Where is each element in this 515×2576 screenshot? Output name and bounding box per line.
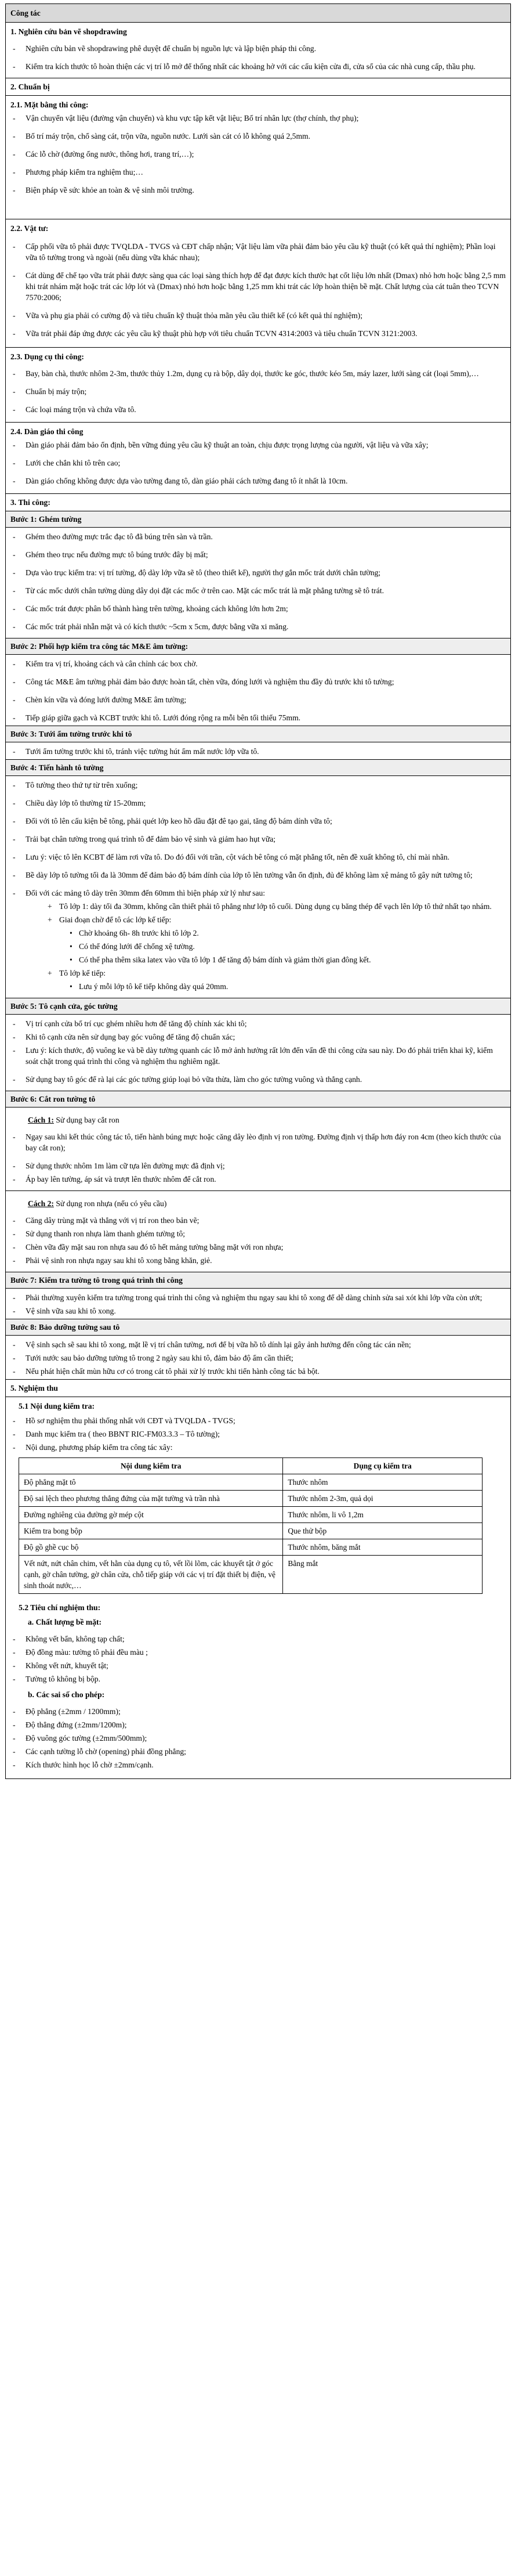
table-cell: Thước nhôm, băng mắt (283, 1539, 483, 1556)
step-4-title: Bước 4: Tiến hành tô tường (6, 760, 510, 776)
list-item: - Độ vuông góc tường (±2mm/500mm); (10, 1733, 506, 1744)
table-header-row (19, 1458, 483, 1474)
list-item: - Từ các mốc dưới chân tường dùng dây dọi đặt các mốc ở trên cao. Mặt các mốc trát là mặt phẳng tường sẽ tô trát. (10, 585, 506, 596)
table-cell: Độ phẳng mặt tô (19, 1474, 283, 1491)
list-item: - Bố trí máy trộn, chổ sàng cát, trộn vữa, nguồn nước. Lưới sàn cát có lỗ không quá 2,5mm. (10, 131, 506, 142)
step-4 (6, 776, 510, 998)
section-5-body (6, 1397, 510, 1778)
list-item: - Bay, bàn chà, thước nhôm 2-3m, thước thủy 1.2m, dụng cụ rà bộp, dây dọi, thước ke góc, thước kéo 5m, máy lazer, lưới sàng cát (loại 5mm),… (10, 368, 506, 379)
table-cell: Thước nhôm (283, 1474, 483, 1491)
list-item: - Lưu ý: việc tô lên KCBT để làm rơi vữa tô. Do đó đối với trần, cột vách bê tông có mặt phẳng tốt, nên đề xuất không tô, chỉ mài nhãn. (10, 852, 506, 863)
list-item: - Nghiên cứu bản vẽ shopdrawing phê duyệt để chuẩn bị nguồn lực và lập biện pháp thi công. (10, 43, 506, 54)
table-row (19, 1556, 483, 1594)
table-cell: Độ sai lệch theo phương thẳng đứng của mặt tường và trần nhà (19, 1491, 283, 1507)
list-item: - Kiểm tra kích thước tô hoàn thiện các vị trí lỗ mở để thống nhất các khoảng hở với các cấu kiện cửa đi, cửa sổ của các nhà cung cấp, thầu phụ. (10, 61, 506, 72)
subsection-a-title: a. Chất lượng bề mặt: (28, 1618, 102, 1626)
list-item: - Kiểm tra vị trí, khoảng cách và cân chỉnh các box chờ. (10, 658, 506, 669)
bullet-item: • Có thể đóng lưới để chống xệ tường. (68, 941, 506, 952)
sand-spec-text: Cát dùng để chế tạo vữa trát phải được sàng qua các loại sàng thích hợp để đạt được kích thước hạt cốt liệu lớn nhất (Dmax) nhỏ hơn hoặc bằng 2,5 mm khi trát nhám mặt hoặc trát các lớp lót và (Dmax) nhỏ hơn hoặc bằng 1,25 mm khi trát các lớp hoàn thiện bề mặt. Chất lượng của cát tuân theo TCVN 7570:2006; (26, 271, 506, 302)
step-7-title: Bước 7: Kiểm tra tường tô trong quá trình thi công (6, 1272, 510, 1289)
section-2-1-title: 2.1. Mặt bằng thi công: (10, 100, 89, 109)
list-item: - Phải thường xuyên kiểm tra tường trong quá trình thi công và nghiệm thu ngay sau khi tô xong để dễ dàng chỉnh sửa sai xót khi lớp vữa còn ướt; (10, 1292, 506, 1303)
list-item: - Dàn giáo phải đảm bảo ổn định, bền vững đúng yêu cầu kỹ thuật an toàn, chịu được trọng lượng của người, vật liệu và vữa xây; (10, 439, 506, 450)
list-item: - Dựa vào trục kiểm tra: vị trí tường, độ dày lớp vữa sẽ tô (theo thiết kế), người thợ gắn mốc trát dưới chân tường; (10, 567, 506, 578)
step-8 (6, 1336, 510, 1380)
list-item: - Khi tô cạnh cửa nên sử dụng bay góc vuông để tăng độ chuẩn xác; (10, 1031, 506, 1042)
list-item: - Vị trí cạnh cửa bố trí cục ghém nhiều hơn để tăng độ chính xác khi tô; (10, 1018, 506, 1029)
list-item: - Nội dung, phương pháp kiểm tra công tác xây: (10, 1442, 506, 1453)
list-item: - Biện pháp về sức khỏe an toàn & vệ sinh môi trường. (10, 185, 506, 196)
method-2-desc: Sử dụng ron nhựa (nếu có yêu cầu) (53, 1199, 167, 1208)
table-row (19, 1539, 483, 1556)
list-item: - Không vết nứt, khuyết tật; (10, 1660, 506, 1671)
list-item: - Vận chuyển vật liệu (đường vận chuyển) và khu vực tập kết vật liệu; Bố trí nhân lực (thợ chính, thợ phụ); (10, 113, 506, 124)
list-item: - Cấp phối vữa tô phải được TVQLDA - TVGS và CĐT chấp nhận; Vật liệu làm vữa phải đảm bảo yêu cầu kỹ thuật (có kết quả thí nghiệm); Phần loại vữa tô tường trong và ngoài (nếu dùng vữa khác nhau); (10, 241, 506, 263)
list-item: - Đối với tô lên cấu kiện bê tông, phải quét lớp keo hồ dầu đặt đê tạo gai, tăng độ bám dính vữa tô; (10, 816, 506, 827)
step-6-method-2 (6, 1191, 510, 1272)
col-header-content: Nội dung kiểm tra (19, 1458, 283, 1474)
section-5-1-title: 5.1 Nội dung kiểm tra: (19, 1402, 95, 1410)
step-5-title: Bước 5: Tô cạnh cửa, góc tường (6, 998, 510, 1015)
list-item: - Nếu phát hiện chất mùn hữu cơ có trong cát tô phải xử lý trước khi tiến hành công tác bả bột. (10, 1366, 506, 1377)
document (5, 3, 511, 1779)
sub-item: + Tô lớp kế tiếp: (48, 968, 506, 979)
list-item (10, 270, 506, 303)
list-item: - Đối với các mảng tô dày trên 30mm đến 60mm thì biện pháp xử lý như sau: (10, 887, 506, 899)
list-item: - Công tác M&E âm tường phải đảm bảo được hoàn tất, chèn vữa, đóng lưới và nghiệm thu đầy đủ trước khi tô tường; (10, 676, 506, 687)
section-5-title: 5. Nghiệm thu (10, 1384, 58, 1392)
list-item: - Ghém theo trục nếu đường mực tô búng trước đây bị mất; (10, 549, 506, 560)
inspection-table (19, 1457, 483, 1594)
table-cell: Bằng mắt (283, 1556, 483, 1594)
list-item: - Bề dày lớp tô tường tối đa là 30mm để đảm bảo độ bám dính của lớp tô lên tường vẫn ổn định, đủ để không làm xệ mảng tô gây nứt tường tô; (10, 870, 506, 881)
list-item: - Lưu ý: kích thước, độ vuông ke và bề dày tường quanh các lỗ mở ảnh hưởng rất lớn đến vấn đề thi công cửa sau này. Do đó phải triển khai kỹ, kiểm soát chặt trong quá trình thi công và nghiệm thu nghiêm ngặt. (10, 1045, 506, 1067)
step-8-title: Bước 8: Bảo dưỡng tường sau tô (6, 1319, 510, 1336)
step-2 (6, 655, 510, 726)
section-5-2-title: 5.2 Tiêu chí nghiệm thu: (19, 1603, 101, 1612)
subsection-b-title: b. Các sai số cho phép: (28, 1690, 105, 1699)
list-item: - Tưới ẩm tường trước khi tô, tránh việc tường hút ẩm mất nước lớp vữa tô. (10, 746, 506, 757)
list-item: - Vệ sinh vữa sau khi tô xong. (10, 1305, 506, 1316)
section-2-3 (6, 348, 510, 423)
section-2-2 (6, 219, 510, 348)
list-item: - Phương pháp kiểm tra nghiệm thu;… (10, 167, 506, 178)
step-2-title: Bước 2: Phối hợp kiểm tra công tác M&E âm tường: (6, 638, 510, 655)
list-item: - Sử dụng thước nhôm 1m làm cữ tựa lên đường mực đã định vị; (10, 1160, 506, 1171)
section-2-title: 2. Chuẩn bị (10, 82, 50, 91)
section-1-title: 1. Nghiên cứu bản vẽ shopdrawing (10, 27, 127, 36)
list-item: - Tường tô không bị bộp. (10, 1673, 506, 1684)
list-item: - Phải vệ sinh ron nhựa ngay sau khi tô xong bằng khăn, giẻ. (10, 1255, 506, 1266)
table-cell: Thước nhôm, li vô 1,2m (283, 1507, 483, 1523)
section-2-header (6, 78, 510, 96)
list-item: - Tiếp giáp giữa gạch và KCBT trước khi tô. Lưới đóng rộng ra mỗi bên tối thiểu 75mm. (10, 712, 506, 723)
list-item: - Vữa và phụ gia phải có cường độ và tiêu chuẩn kỹ thuật thỏa mãn yêu cầu thiết kế (có kết quả thí nghiệm); (10, 310, 506, 321)
section-2-2-title: 2.2. Vật tư: (10, 224, 49, 233)
step-5 (6, 1015, 510, 1091)
table-header: Công tác (6, 4, 510, 23)
list-item: - Ghém theo đường mực trắc đạc tô đã búng trên sàn và trần. (10, 531, 506, 542)
list-item: - Vệ sinh sạch sẽ sau khi tô xong, mặt lề vị trí chân tường, nơi để bị vữa hồ tô dính lại gây ảnh hưởng đến công tác cán nền; (10, 1339, 506, 1350)
list-item: - Tô tường theo thứ tự từ trên xuống; (10, 780, 506, 791)
table-cell: Thước nhôm 2-3m, quả dọi (283, 1491, 483, 1507)
table-cell: Que thử bộp (283, 1523, 483, 1539)
section-5-header (6, 1380, 510, 1397)
list-item: - Căng dây trùng mặt và thẳng với vị trí ron theo bản vẽ; (10, 1215, 506, 1226)
section-1 (6, 23, 510, 78)
col-header-tool: Dụng cụ kiểm tra (283, 1458, 483, 1474)
list-item: - Áp bay lên tường, áp sát và trượt lên thước nhôm để cắt ron. (10, 1174, 506, 1185)
list-item: - Lưới che chắn khi tô trên cao; (10, 457, 506, 468)
list-item: - Dàn giáo chống không được dựa vào tường đang tô, dàn giáo phải cách tường đang tô ít nhất là 10cm. (10, 475, 506, 486)
list-item: - Trải bạt chân tường trong quá trình tô để đảm bảo vệ sinh và giảm hao hụt vữa; (10, 834, 506, 845)
step-6-title: Bước 6: Cắt ron tường tô (6, 1091, 510, 1107)
method-1-desc: Sử dụng bay cắt ron (53, 1116, 119, 1124)
table-row (19, 1491, 483, 1507)
method-2-title (10, 1198, 506, 1209)
list-item: - Các mốc trát được phân bố thành hàng trên tường, khoảng cách không lớn hơn 2m; (10, 603, 506, 614)
list-item: - Các mốc trát phải nhẵn mặt và có kích thước ~5cm x 5cm, được bằng vữa xi măng. (10, 621, 506, 632)
sub-item: + Tô lớp 1: dày tối đa 30mm, không cần thiết phải tô phẳng như lớp tô cuối. Dùng dụng cụ băng thép để vạch lên lớp tô thứ nhất tạo nhám. (48, 901, 506, 912)
bullet-item: • Lưu ý mỗi lớp tô kế tiếp không dày quá 20mm. (68, 981, 506, 992)
step-3 (6, 742, 510, 760)
list-item: - Kích thước hình học lỗ chờ ±2mm/cạnh. (10, 1759, 506, 1770)
list-item: - Không vết bẩn, không tạp chất; (10, 1633, 506, 1644)
list-item: - Các cạnh tường lỗ chờ (opening) phải đồng phẳng; (10, 1746, 506, 1757)
method-1-title (10, 1114, 506, 1125)
list-item: - Độ đồng màu: tường tô phải đều màu ; (10, 1647, 506, 1658)
bullet-item: • Có thể pha thêm sika latex vào vữa tô lớp 1 để tăng độ bám dính và giảm thời gian đông kết. (68, 954, 506, 965)
list-item: - Vữa trát phải đáp ứng được các yêu cầu kỹ thuật phù hợp với tiêu chuẩn TCVN 4314:2003 và tiêu chuẩn TCVN 3121:2003. (10, 328, 506, 339)
list-item: - Độ thẳng đứng (±2mm/1200m); (10, 1719, 506, 1730)
section-2-3-title: 2.3. Dụng cụ thi công: (10, 352, 84, 361)
section-2-4 (6, 423, 510, 494)
list-item: - Chiều dày lớp tô thường từ 15-20mm; (10, 798, 506, 809)
table-cell: Kiểm tra bong bộp (19, 1523, 283, 1539)
method-1-label: Cách 1: (28, 1116, 54, 1124)
step-3-title: Bước 3: Tưới ẩm tường trước khi tô (6, 726, 510, 742)
list-item: - Độ phẳng (±2mm / 1200mm); (10, 1706, 506, 1717)
table-cell: Độ gồ ghề cục bộ (19, 1539, 283, 1556)
section-2-4-title: 2.4. Dàn giáo thi công (10, 427, 84, 436)
bullet-item: • Chờ khoảng 6h- 8h trước khi tô lớp 2. (68, 928, 506, 939)
list-item: - Danh mục kiểm tra ( theo BBNT RIC-FM03.3.3 – Tô tường); (10, 1428, 506, 1439)
list-item: - Hồ sơ nghiệm thu phải thống nhất với CĐT và TVQLDA - TVGS; (10, 1415, 506, 1426)
table-cell: Vết nứt, nứt chân chim, vết hằn của dụng cụ tô, vết lồi lõm, các khuyết tật ở góc cạnh, gờ chân tường, gờ chân cửa, chỗ tiếp giáp với các vị trí đặt thiết bị điện, vệ sinh thoát nước,… (19, 1556, 283, 1594)
step-6-method-1 (6, 1107, 510, 1191)
table-row (19, 1474, 483, 1491)
table-cell: Đường nghiêng của đường gờ mép cột (19, 1507, 283, 1523)
list-item: - Tưới nước sau bảo dưỡng tường tô trong 2 ngày sau khi tô, đảm bảo độ ẩm cần thiết; (10, 1352, 506, 1363)
list-item: - Sử dụng bay tô góc để rà lại các góc tường giúp loại bỏ vữa thừa, làm cho góc tường vuông và thẳng cạnh. (10, 1074, 506, 1085)
list-item: - Chuẩn bị máy trộn; (10, 386, 506, 397)
step-1-title: Bước 1: Ghém tường (6, 511, 510, 528)
step-7 (6, 1289, 510, 1319)
section-3-title: 3. Thi công: (10, 498, 50, 507)
step-1 (6, 528, 510, 638)
sub-item: + Giai đoạn chờ để tô các lớp kế tiếp: (48, 914, 506, 925)
list-item: - Chèn vữa đầy mặt sau ron nhựa sau đó tô hết mảng tường bằng mặt với ron nhựa; (10, 1242, 506, 1253)
list-item: - Chèn kín vữa và đóng lưới đường M&E âm tường; (10, 694, 506, 705)
table-row (19, 1507, 483, 1523)
list-item: - Các loại máng trộn và chứa vữa tô. (10, 404, 506, 415)
section-3-header (6, 494, 510, 511)
list-item: - Ngay sau khi kết thúc công tác tô, tiến hành búng mực hoặc căng dây lèo định vị ron tường. Đường định vị thấp hơn đáy ron 4cm (theo kích thước của bay cắt ron); (10, 1131, 506, 1153)
method-2-label: Cách 2: (28, 1199, 54, 1208)
table-row (19, 1523, 483, 1539)
section-2-1 (6, 96, 510, 219)
list-item: - Các lỗ chờ (đường ống nước, thông hơi, trang trí,…); (10, 149, 506, 160)
list-item: - Sử dụng thanh ron nhựa làm thanh ghém tường tô; (10, 1228, 506, 1239)
